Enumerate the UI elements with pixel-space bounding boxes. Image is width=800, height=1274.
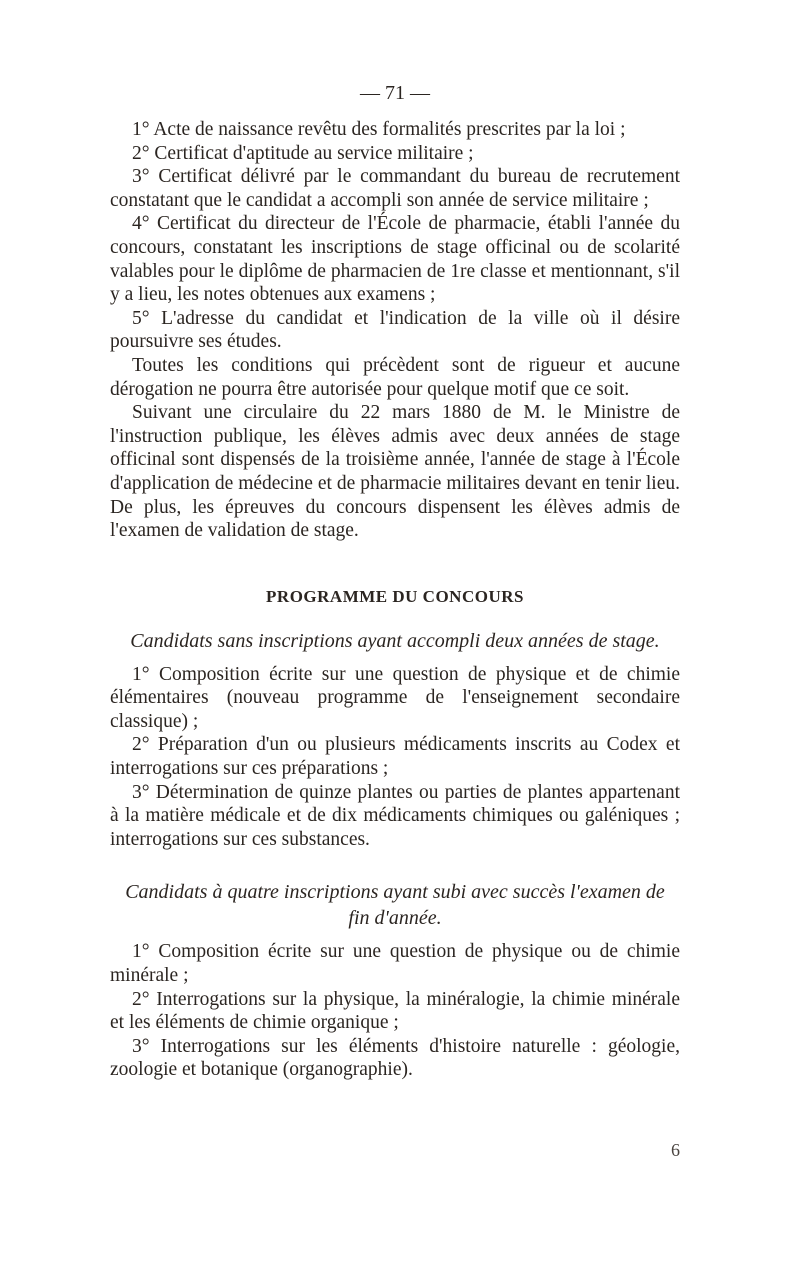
group1-item-3: 3° Détermination de quinze plantes ou parties de plantes appartenant à la matière médicale et de dix médicaments chimiques ou galéniques ; interrogations sur ces substances. xyxy=(110,781,680,850)
item-birth-certificate: 1° Acte de naissance revêtu des formalités prescrites par la loi ; xyxy=(132,119,626,140)
document-page xyxy=(110,78,680,1258)
group2-item-3: 3° Interrogations sur les éléments d'histoire naturelle : géologie, zoologie et botanique (organographie). xyxy=(110,1035,680,1081)
paragraph-conditions: Toutes les conditions qui précèdent sont de rigueur et aucune dérogation ne pourra être autorisée pour quelque motif que ce soit. xyxy=(110,354,680,400)
signature-mark: 6 xyxy=(671,1140,680,1160)
subtitle-without-inscriptions: Candidats sans inscriptions ayant accompli deux années de stage. xyxy=(130,629,660,652)
group1-item-1: 1° Composition écrite sur une question de physique et de chimie élémentaires (nouveau programme de l'enseignement secondaire classique) ; xyxy=(110,663,680,732)
page-number: — 71 — xyxy=(360,82,430,104)
group1-item-2: 2° Préparation d'un ou plusieurs médicaments inscrits au Codex et interrogations sur ces préparations ; xyxy=(110,734,680,780)
subtitle-four-inscriptions: Candidats à quatre inscriptions ayant subi avec succès l'examen de fin d'année. xyxy=(125,881,665,930)
item-candidate-address: 5° L'adresse du candidat et l'indication de la ville où il désire poursuivre ses études. xyxy=(110,307,680,353)
item-military-aptitude: 2° Certificat d'aptitude au service militaire ; xyxy=(132,142,474,164)
paragraph-circulaire: Suivant une circulaire du 22 mars 1880 de M. le Ministre de l'instruction publique, les élèves admis avec deux années de stage officinal sont dispensés de la troisième année, l'année de stage à l'École d'application de médecine et de pharmacie militaires devant en tenir lieu. De plus, les épreuves du concours dispensent les élèves admis de l'examen de validation de stage. xyxy=(110,402,680,542)
group2-item-1: 1° Composition écrite sur une question de physique ou de chimie minérale ; xyxy=(110,941,680,987)
group2-item-2: 2° Interrogations sur la physique, la minéralogie, la chimie minérale et les éléments de chimie organique ; xyxy=(110,988,680,1034)
item-recruitment-certificate: 3° Certificat délivré par le commandant du bureau de recrutement constatant que le candidat a accompli son année de service militaire ; xyxy=(110,166,680,211)
section-title: PROGRAMME DU CONCOURS xyxy=(266,586,524,606)
item-school-director-certificate: 4° Certificat du directeur de l'École de pharmacie, établi l'année du concours, constatant les inscriptions de stage officinal ou de scolarité valables pour le diplôme de pharmacien de 1re classe et mentionnant, s'il y a lieu, les notes obtenues aux examens ; xyxy=(110,213,680,306)
